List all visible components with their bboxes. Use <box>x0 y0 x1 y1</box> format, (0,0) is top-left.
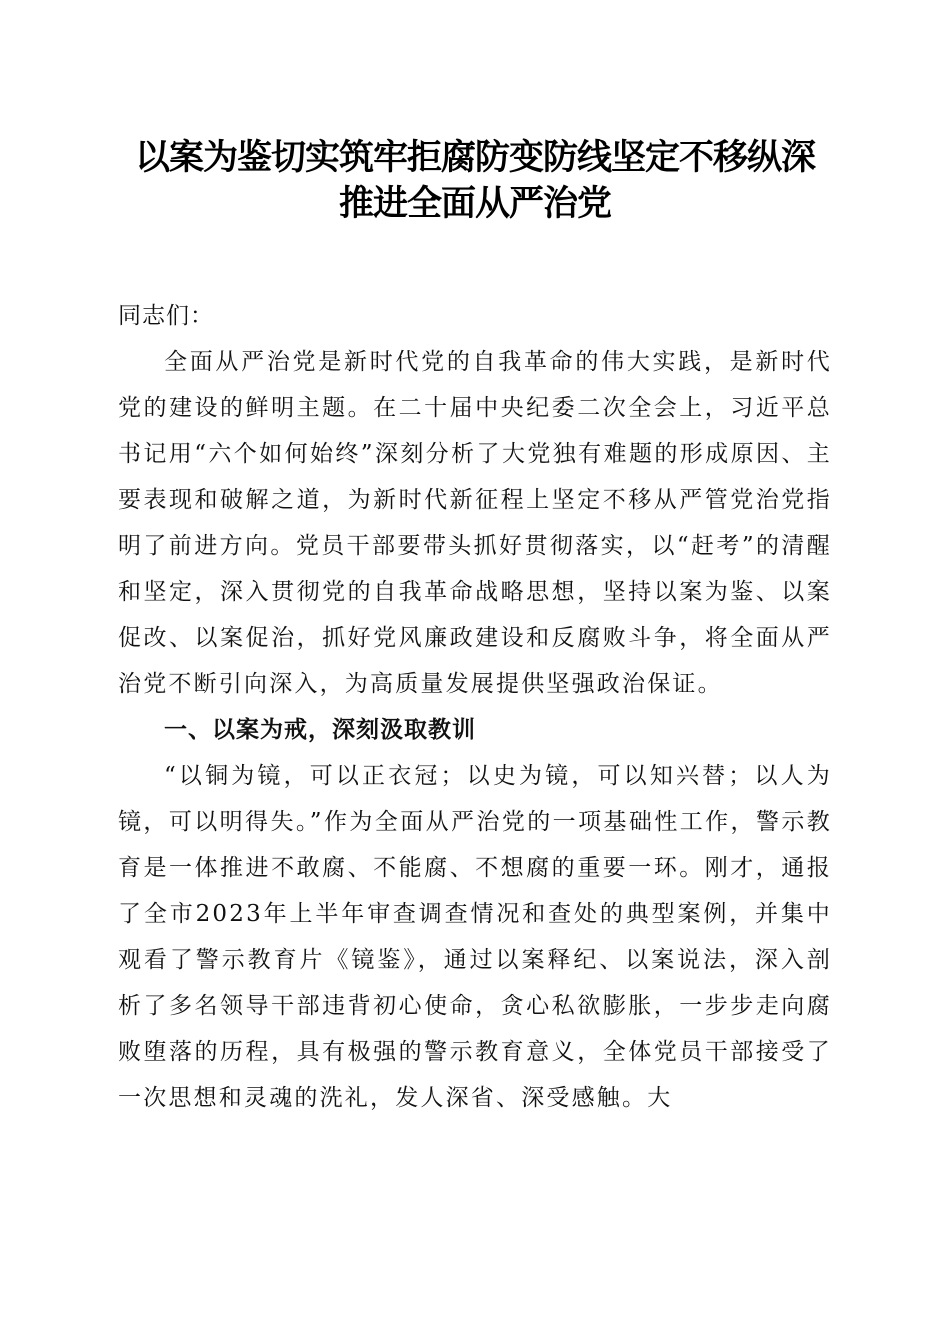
title-line-1: 以案为鉴切实筑牢拒腐防变防线坚定不移纵深 <box>134 137 815 178</box>
paragraph-intro: 全面从严治党是新时代党的自我革命的伟大实践，是新时代党的建设的鲜明主题。在二十届中央纪委二次全会上，习近平总书记用“六个如何始终”深刻分析了大党独有难题的形成原因、主要表现和破解之道，为新时代新征程上坚定不移从严管党治党指明了前进方向。党员干部要带头抓好贯彻落实，以“赶考”的清醒和坚定，深入贯彻党的自我革命战略思想，坚持以案为鉴、以案促改、以案促治，抓好党风廉政建设和反腐败斗争，将全面从严治党不断引向深入，为高质量发展提供坚强政治保证。 <box>118 349 832 697</box>
section-heading-1: 一、以案为戒，深刻汲取教训 <box>164 717 476 743</box>
document-page <box>118 135 832 1121</box>
greeting: 同志们： <box>118 303 214 329</box>
title-line-2: 推进全面从严治党 <box>338 183 611 224</box>
document-title <box>118 135 832 227</box>
paragraph-section-1: “以铜为镜，可以正衣冠；以史为镜，可以知兴替；以人为镜，可以明得失。”作为全面从严治党的一项基础性工作，警示教育是一体推进不敢腐、不能腐、不想腐的重要一环。刚才，通报了全市2023年上半年审查调查情况和查处的典型案例，并集中观看了警示教育片《镜鉴》，通过以案释纪、以案说法，深入剖析了多名领导干部违背初心使命，贪心私欲膨胀，一步步走向腐败堕落的历程，具有极强的警示教育意义，全体党员干部接受了一次思想和灵魂的洗礼，发人深省、深受感触。大 <box>118 763 832 1111</box>
